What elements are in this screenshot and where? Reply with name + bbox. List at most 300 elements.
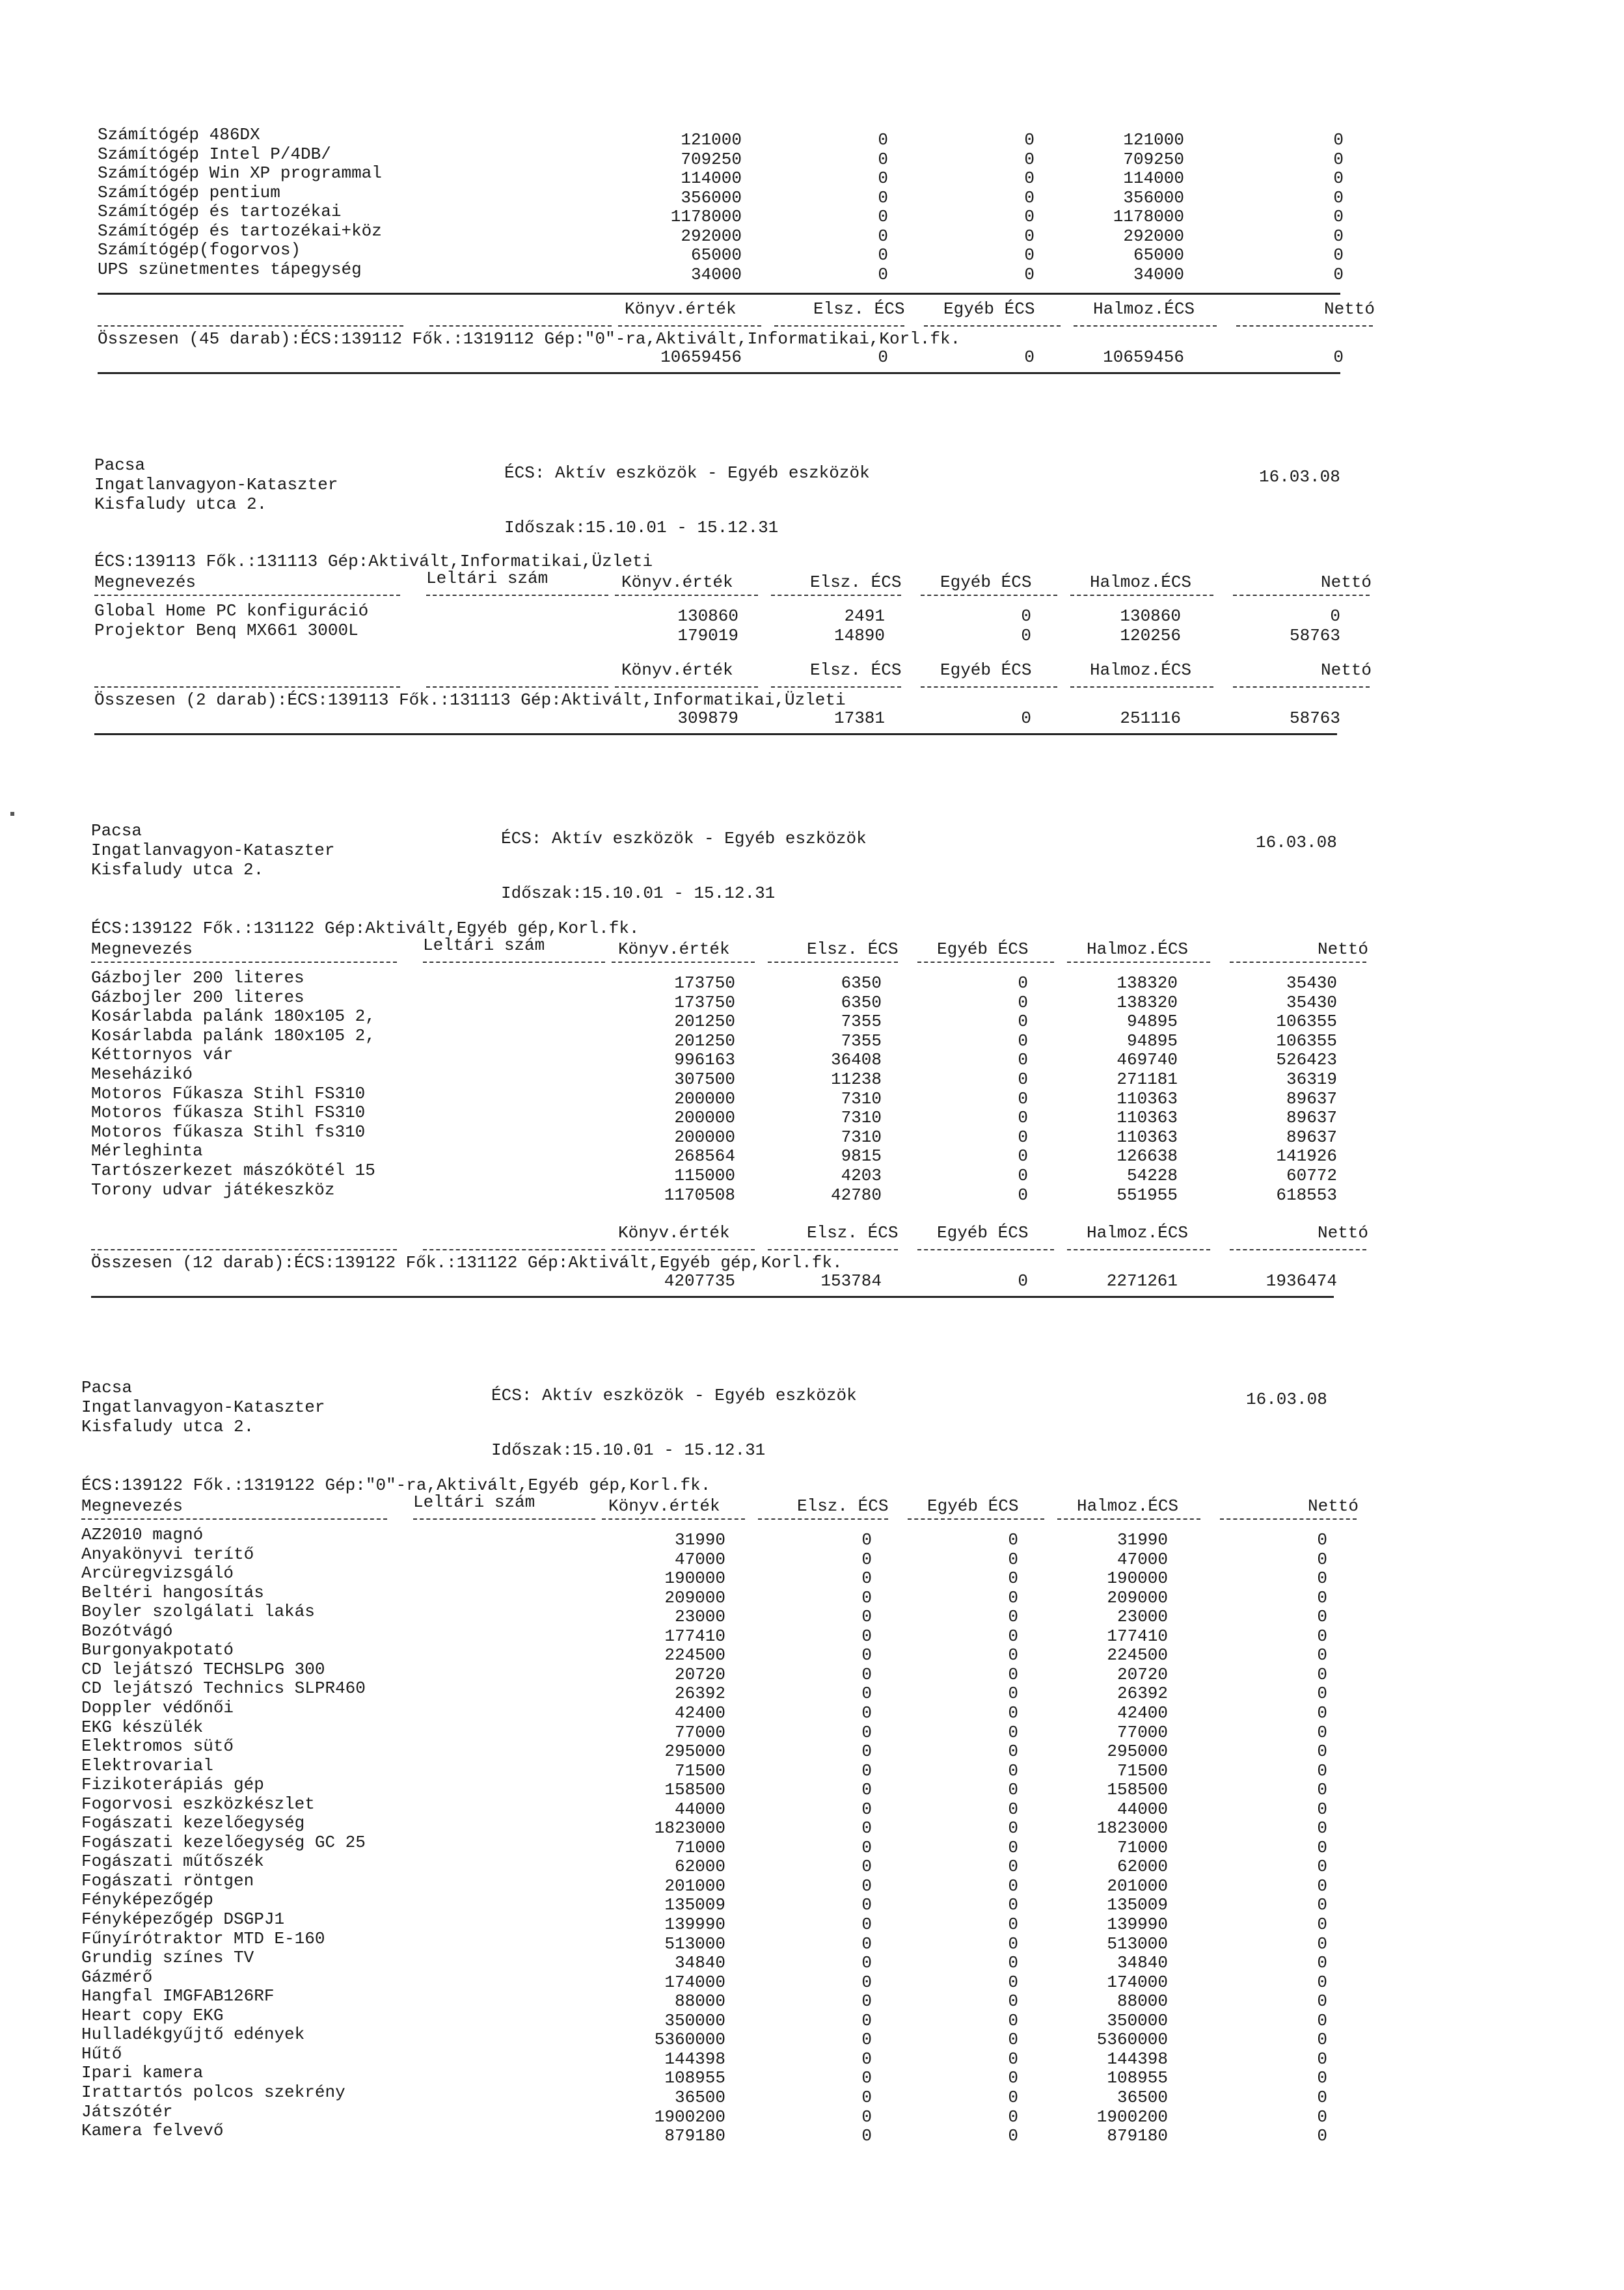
asset-name: Heart copy EKG (81, 2005, 224, 2025)
depreciation-value: 0 (878, 264, 888, 284)
accumulated-depreciation-value: 34000 (1133, 264, 1184, 284)
depreciation-value: 6350 (841, 973, 882, 993)
book-value: 130860 (677, 606, 738, 626)
asset-name: Játszótér (81, 2101, 173, 2122)
net-value: 0 (1333, 207, 1344, 226)
asset-name: Fényképezőgép (81, 1890, 213, 1910)
book-value: 513000 (664, 1933, 725, 1954)
col-inventory-header: Leltári szám (423, 936, 545, 955)
other-depreciation-value: 0 (1024, 149, 1035, 169)
net-value: 106355 (1276, 1030, 1337, 1051)
asset-name: Anyakönyvi terítő (81, 1544, 254, 1564)
book-value: 1823000 (654, 1818, 725, 1839)
book-value: 10659456 (660, 347, 742, 367)
other-depreciation-value: 0 (1021, 606, 1031, 626)
accumulated-depreciation-value: 130860 (1120, 606, 1181, 626)
asset-name: Kamera felvevő (81, 2121, 224, 2141)
col-other-depreciation-header: Egyéb ÉCS (937, 1223, 1029, 1243)
asset-name: Fogászati kezelőegység (81, 1813, 305, 1833)
net-value: 58763 (1289, 626, 1340, 645)
depreciation-value: 153784 (820, 1271, 882, 1291)
book-value: 356000 (681, 187, 742, 208)
depreciation-value: 0 (878, 245, 888, 265)
depreciation-value: 0 (861, 1626, 872, 1646)
asset-name: EKG készülék (81, 1717, 204, 1737)
other-depreciation-value: 0 (1018, 1108, 1028, 1128)
net-value: 0 (1333, 245, 1344, 265)
other-depreciation-value: 0 (1008, 2010, 1018, 2030)
book-value: 173750 (674, 992, 735, 1012)
net-value: 0 (1333, 130, 1344, 150)
other-depreciation-value: 0 (1008, 1818, 1018, 1839)
accumulated-depreciation-value: 121000 (1123, 130, 1184, 150)
book-value: 709250 (681, 149, 742, 169)
accumulated-depreciation-value: 42400 (1116, 1703, 1168, 1723)
net-value: 0 (1317, 1587, 1327, 1608)
depreciation-value: 0 (861, 1991, 872, 2012)
net-value: 0 (1333, 187, 1344, 208)
asset-name: Motoros fűkasza Stihl FS310 (91, 1103, 366, 1123)
solid-rule (98, 372, 1340, 374)
depreciation-value: 0 (861, 1780, 872, 1800)
asset-name: Gázbojler 200 literes (91, 968, 304, 988)
col-accumulated-header: Halmoz.ÉCS (1093, 299, 1195, 319)
dashed-separator (1236, 325, 1373, 327)
other-depreciation-value: 0 (1018, 973, 1028, 993)
net-value: 0 (1317, 1684, 1327, 1704)
other-depreciation-value: 0 (1008, 2049, 1018, 2069)
other-depreciation-value: 0 (1024, 245, 1035, 265)
book-value: 158500 (664, 1780, 725, 1800)
col-accumulated-header: Halmoz.ÉCS (1087, 939, 1189, 959)
book-value: 62000 (674, 1857, 725, 1877)
asset-name: Projektor Benq MX661 3000L (94, 621, 359, 640)
col-depreciation-header: Elsz. ÉCS (810, 572, 902, 592)
depreciation-value: 14890 (833, 626, 885, 645)
net-value: 36319 (1286, 1070, 1337, 1089)
accumulated-depreciation-value: 1823000 (1096, 1818, 1168, 1839)
net-value: 0 (1317, 1742, 1327, 1762)
table-row (94, 621, 1370, 645)
asset-name: Fényképezőgép DSGPJ1 (81, 1909, 285, 1929)
other-depreciation-value: 0 (1008, 1684, 1018, 1704)
depreciation-value: 0 (878, 168, 888, 188)
col-accumulated-header: Halmoz.ÉCS (1090, 572, 1192, 592)
asset-name: Kosárlabda palánk 180x105 2, (91, 1025, 375, 1045)
other-depreciation-value: 0 (1018, 1185, 1028, 1205)
net-value: 89637 (1286, 1127, 1337, 1147)
other-depreciation-value: 0 (1024, 226, 1035, 246)
book-value: 71000 (674, 1837, 725, 1857)
book-value: 108955 (664, 2068, 725, 2088)
col-net-header: Nettó (1318, 1223, 1369, 1243)
depreciation-value: 0 (878, 226, 888, 246)
table-row (98, 163, 1373, 188)
net-value: 0 (1317, 1664, 1327, 1684)
accumulated-depreciation-value: 44000 (1116, 1799, 1168, 1819)
depreciation-value: 7355 (841, 1012, 882, 1032)
asset-name: Irattartós polcos szekrény (81, 2082, 345, 2102)
asset-name: Doppler védőnői (81, 1697, 234, 1717)
depreciation-value: 0 (861, 2107, 872, 2127)
book-value: 144398 (664, 2049, 725, 2069)
col-other-depreciation-header: Egyéb ÉCS (940, 660, 1032, 680)
book-value: 1900200 (654, 2107, 725, 2127)
depreciation-value: 0 (861, 2087, 872, 2107)
net-value: 0 (1317, 1972, 1327, 1992)
dashed-separator (602, 1518, 745, 1520)
depreciation-value: 0 (861, 1607, 872, 1627)
asset-name: Számítógép és tartozékai (98, 202, 342, 221)
net-value: 0 (1317, 1780, 1327, 1800)
net-value: 0 (1317, 2030, 1327, 2050)
col-name-header: Megnevezés (81, 1496, 183, 1516)
book-value: 42400 (674, 1703, 725, 1723)
accumulated-depreciation-value: 158500 (1107, 1780, 1168, 1800)
net-value: 526423 (1276, 1050, 1337, 1070)
book-value: 201250 (674, 1030, 735, 1051)
org-address: Kisfaludy utca 2. (81, 1417, 254, 1436)
dashed-separator (921, 686, 1057, 688)
net-value: 58763 (1289, 708, 1340, 728)
group-total-row (94, 708, 1370, 728)
table-row (81, 1678, 1357, 1704)
accumulated-depreciation-value: 26392 (1116, 1684, 1168, 1704)
accumulated-depreciation-value: 47000 (1116, 1549, 1168, 1569)
dashed-separator (615, 595, 758, 596)
asset-name: Számítógép Intel P/4DB/ (98, 144, 331, 164)
net-value: 0 (1317, 1760, 1327, 1781)
book-value: 135009 (664, 1895, 725, 1915)
accumulated-depreciation-value: 94895 (1126, 1012, 1178, 1032)
org-department: Ingatlanvagyon-Kataszter (81, 1397, 325, 1417)
print-date: 16.03.08 (1259, 467, 1340, 487)
net-value: 0 (1317, 1895, 1327, 1915)
period-label: Időszak:15.10.01 - 15.12.31 (491, 1440, 766, 1460)
dashed-separator (924, 325, 1061, 327)
table-row (91, 1179, 1366, 1205)
accumulated-depreciation-value: 879180 (1107, 2126, 1168, 2146)
dashed-separator (1067, 962, 1210, 963)
col-book-value-header: Könyv.érték (618, 1223, 730, 1243)
group-total-label: Összesen (12 darab):ÉCS:139122 Fők.:131122 Gép:Aktivált,Egyéb gép,Korl.fk. (91, 1253, 843, 1273)
dashed-separator (1220, 1518, 1357, 1520)
report-title: ÉCS: Aktív eszközök - Egyéb eszközök (491, 1386, 857, 1405)
depreciation-value: 0 (861, 1876, 872, 1896)
depreciation-value: 0 (861, 1684, 872, 1704)
accumulated-depreciation-value: 126638 (1116, 1146, 1178, 1166)
col-net-header: Nettó (1318, 939, 1369, 959)
book-value: 34840 (674, 1953, 725, 1973)
print-date: 16.03.08 (1256, 833, 1337, 852)
net-value: 0 (1317, 2087, 1327, 2107)
accumulated-depreciation-value: 224500 (1107, 1645, 1168, 1665)
other-depreciation-value: 0 (1008, 1722, 1018, 1742)
book-value: 179019 (677, 626, 738, 645)
net-value: 141926 (1276, 1146, 1337, 1166)
accumulated-depreciation-value: 292000 (1123, 226, 1184, 246)
asset-name: CD lejátszó Technics SLPR460 (81, 1678, 366, 1699)
book-value: 20720 (674, 1664, 725, 1684)
asset-name: Torony udvar játékeszköz (91, 1179, 335, 1200)
accumulated-depreciation-value: 65000 (1133, 245, 1184, 265)
group-label: ÉCS:139122 Fők.:131122 Gép:Aktivált,Egyéb gép,Korl.fk. (91, 919, 640, 938)
dashed-separator (917, 962, 1054, 963)
other-depreciation-value: 0 (1021, 708, 1031, 728)
col-accumulated-header: Halmoz.ÉCS (1087, 1223, 1189, 1243)
org-name: Pacsa (94, 455, 146, 475)
depreciation-value: 0 (861, 1664, 872, 1684)
book-value: 200000 (674, 1127, 735, 1147)
accumulated-depreciation-value: 295000 (1107, 1742, 1168, 1762)
depreciation-value: 0 (861, 2049, 872, 2069)
book-value: 309879 (677, 708, 738, 728)
org-address: Kisfaludy utca 2. (94, 494, 267, 514)
other-depreciation-value: 0 (1024, 130, 1035, 150)
asset-name: Hűtő (81, 2043, 122, 2064)
book-value: 1178000 (670, 207, 742, 226)
net-value: 0 (1317, 1530, 1327, 1550)
table-row (81, 1525, 1357, 1550)
asset-name: CD lejátszó TECHSLPG 300 (81, 1659, 325, 1679)
report-title: ÉCS: Aktív eszközök - Egyéb eszközök (501, 829, 867, 848)
dashed-separator (615, 686, 758, 688)
asset-name: Kéttornyos vár (91, 1045, 234, 1065)
net-value: 0 (1333, 226, 1344, 246)
col-net-header: Nettó (1308, 1496, 1359, 1516)
col-depreciation-header: Elsz. ÉCS (813, 299, 905, 319)
asset-name: Fogorvosi eszközkészlet (81, 1794, 315, 1814)
book-value: 201250 (674, 1012, 735, 1032)
column-header-row (81, 1492, 1359, 1516)
net-value: 0 (1333, 264, 1344, 284)
net-value: 1936474 (1265, 1271, 1337, 1291)
accumulated-depreciation-value: 94895 (1126, 1030, 1178, 1051)
table-row (81, 1717, 1357, 1742)
table-row (81, 2025, 1357, 2050)
depreciation-value: 0 (861, 1857, 872, 1877)
book-value: 44000 (674, 1799, 725, 1819)
book-value: 174000 (664, 1972, 725, 1992)
net-value: 0 (1317, 1818, 1327, 1839)
accumulated-depreciation-value: 36500 (1116, 2087, 1168, 2107)
dashed-separator (612, 1249, 755, 1250)
dashed-separator (768, 962, 898, 963)
dashed-separator (612, 962, 755, 963)
book-value: 23000 (674, 1607, 725, 1627)
other-depreciation-value: 0 (1008, 1664, 1018, 1684)
depreciation-value: 0 (878, 187, 888, 208)
other-depreciation-value: 0 (1008, 1915, 1018, 1934)
book-value: 996163 (674, 1050, 735, 1070)
other-depreciation-value: 0 (1008, 1991, 1018, 2012)
accumulated-depreciation-value: 138320 (1116, 992, 1178, 1012)
accumulated-depreciation-value: 190000 (1107, 1569, 1168, 1589)
column-header-row (91, 936, 1369, 959)
book-value: 115000 (674, 1166, 735, 1185)
net-value: 0 (1333, 168, 1344, 188)
net-value: 0 (1317, 1626, 1327, 1646)
book-value: 121000 (681, 130, 742, 150)
dashed-separator (758, 1518, 888, 1520)
asset-name: Burgonyakpotató (81, 1640, 234, 1660)
depreciation-value: 0 (861, 1837, 872, 1857)
table-row (81, 1736, 1357, 1762)
net-value: 89637 (1286, 1108, 1337, 1128)
net-value: 0 (1333, 347, 1344, 367)
col-accumulated-header: Halmoz.ÉCS (1077, 1496, 1179, 1516)
book-value: 173750 (674, 973, 735, 993)
other-depreciation-value: 0 (1018, 992, 1028, 1012)
table-row (81, 1755, 1357, 1781)
asset-name: Meseházikó (91, 1064, 193, 1084)
book-value: 31990 (674, 1530, 725, 1550)
depreciation-value: 0 (861, 1972, 872, 1992)
other-depreciation-value: 0 (1018, 1166, 1028, 1185)
dashed-separator (1230, 962, 1366, 963)
other-depreciation-value: 0 (1008, 1837, 1018, 1857)
accumulated-depreciation-value: 88000 (1116, 1991, 1168, 2012)
depreciation-value: 0 (878, 149, 888, 169)
net-value: 0 (1317, 1876, 1327, 1896)
accumulated-depreciation-value: 120256 (1120, 626, 1181, 645)
dashed-separator (426, 686, 608, 688)
book-value: 200000 (674, 1108, 735, 1128)
accumulated-depreciation-value: 513000 (1107, 1933, 1168, 1954)
col-accumulated-header: Halmoz.ÉCS (1090, 660, 1192, 680)
dashed-separator (94, 686, 400, 688)
accumulated-depreciation-value: 71000 (1116, 1837, 1168, 1857)
depreciation-value: 0 (861, 1645, 872, 1665)
org-name: Pacsa (91, 821, 142, 841)
depreciation-value: 11238 (830, 1070, 882, 1089)
col-other-depreciation-header: Egyéb ÉCS (943, 299, 1035, 319)
column-header-row (94, 660, 1370, 680)
depreciation-value: 0 (878, 207, 888, 226)
depreciation-value: 9815 (841, 1146, 882, 1166)
table-row (81, 1563, 1357, 1589)
dashed-separator (774, 325, 904, 327)
table-row (81, 2121, 1357, 2146)
asset-name: Motoros Fűkasza Stihl FS310 (91, 1083, 366, 1103)
net-value: 0 (1317, 1607, 1327, 1627)
table-row (81, 1621, 1357, 1646)
net-value: 0 (1317, 1569, 1327, 1589)
depreciation-value: 0 (861, 1703, 872, 1723)
dashed-separator (1074, 325, 1217, 327)
accumulated-depreciation-value: 77000 (1116, 1722, 1168, 1742)
dashed-separator (917, 1249, 1054, 1250)
depreciation-value: 42780 (830, 1185, 882, 1205)
accumulated-depreciation-value: 209000 (1107, 1587, 1168, 1608)
group-total-label: Összesen (45 darab):ÉCS:139112 Fők.:1319112 Gép:"0"-ra,Aktivált,Informatikai,Korl.fk. (98, 329, 961, 349)
asset-name: Elektrovarial (81, 1755, 213, 1775)
accumulated-depreciation-value: 108955 (1107, 2068, 1168, 2088)
asset-name: Gázmérő (81, 1967, 153, 1987)
dashed-separator (98, 325, 403, 327)
col-book-value-header: Könyv.érték (625, 299, 737, 319)
other-depreciation-value: 0 (1008, 1645, 1018, 1665)
depreciation-value: 17381 (833, 708, 885, 728)
other-depreciation-value: 0 (1024, 207, 1035, 226)
net-value: 0 (1317, 1933, 1327, 1954)
dashed-separator (91, 962, 397, 963)
depreciation-value: 0 (878, 347, 888, 367)
table-row (98, 259, 1373, 284)
asset-name: Kosárlabda palánk 180x105 2, (91, 1006, 375, 1027)
table-row (81, 2082, 1357, 2107)
asset-name: Fogászati röntgen (81, 1870, 254, 1891)
solid-rule (94, 733, 1337, 735)
asset-name: Számítógép és tartozékai+köz (98, 221, 382, 241)
asset-name: Bozótvágó (81, 1621, 173, 1641)
book-value: 34000 (690, 264, 742, 284)
accumulated-depreciation-value: 62000 (1116, 1857, 1168, 1877)
net-value: 35430 (1286, 973, 1337, 993)
other-depreciation-value: 0 (1008, 2068, 1018, 2088)
net-value: 0 (1317, 2049, 1327, 2069)
group-total-row (91, 1271, 1366, 1291)
asset-name: Ipari kamera (81, 2063, 204, 2083)
table-row (81, 2043, 1357, 2069)
depreciation-value: 7310 (841, 1127, 882, 1147)
book-value: 224500 (664, 1645, 725, 1665)
asset-name: Gázbojler 200 literes (91, 987, 304, 1007)
book-value: 71500 (674, 1760, 725, 1781)
accumulated-depreciation-value: 110363 (1116, 1088, 1178, 1109)
net-value: 0 (1317, 1991, 1327, 2012)
accumulated-depreciation-value: 138320 (1116, 973, 1178, 993)
other-depreciation-value: 0 (1018, 1050, 1028, 1070)
asset-name: Arcüregvizsgáló (81, 1563, 234, 1583)
book-value: 879180 (664, 2126, 725, 2146)
accumulated-depreciation-value: 271181 (1116, 1070, 1178, 1089)
depreciation-value: 0 (861, 2068, 872, 2088)
depreciation-value: 0 (861, 2010, 872, 2030)
accumulated-depreciation-value: 5360000 (1096, 2030, 1168, 2050)
table-row (81, 1948, 1357, 1973)
table-row (81, 1852, 1357, 1877)
depreciation-value: 7310 (841, 1108, 882, 1128)
col-inventory-header: Leltári szám (413, 1492, 535, 1512)
net-value: 0 (1317, 1857, 1327, 1877)
book-value: 26392 (674, 1684, 725, 1704)
other-depreciation-value: 0 (1008, 2126, 1018, 2146)
table-row (91, 1122, 1366, 1147)
net-value: 60772 (1286, 1166, 1337, 1185)
col-depreciation-header: Elsz. ÉCS (807, 1223, 899, 1243)
depreciation-value: 0 (861, 1722, 872, 1742)
depreciation-value: 4203 (841, 1166, 882, 1185)
asset-name: AZ2010 magnó (81, 1525, 204, 1544)
asset-name: Fogászati kezelőegység GC 25 (81, 1832, 366, 1852)
margin-mark (10, 812, 14, 816)
accumulated-depreciation-value: 23000 (1116, 1607, 1168, 1627)
book-value: 209000 (664, 1587, 725, 1608)
depreciation-value: 0 (861, 2030, 872, 2050)
net-value: 0 (1317, 1703, 1327, 1723)
book-value: 292000 (681, 226, 742, 246)
column-header-row (98, 299, 1373, 319)
book-value: 190000 (664, 1569, 725, 1589)
depreciation-value: 7355 (841, 1030, 882, 1051)
asset-name: Elektromos sütő (81, 1736, 234, 1757)
depreciation-value: 0 (861, 1549, 872, 1569)
table-row (91, 1025, 1366, 1051)
group-total-label: Összesen (2 darab):ÉCS:139113 Fők.:131113 Gép:Aktivált,Informatikai,Üzleti (94, 690, 846, 710)
print-date: 16.03.08 (1246, 1390, 1327, 1409)
asset-name: Fűnyírótraktor MTD E-160 (81, 1928, 325, 1948)
